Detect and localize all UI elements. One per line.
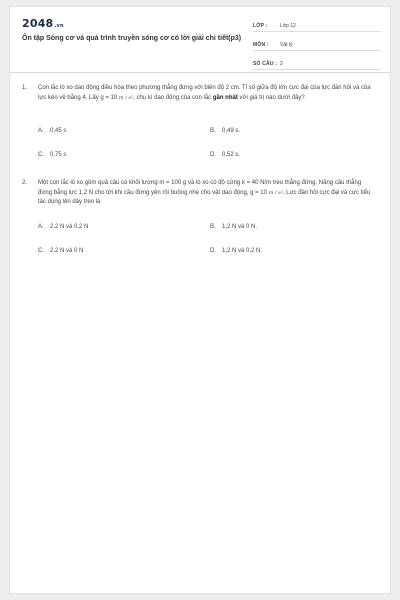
question-number: 2. [22,180,28,186]
option-letter: D. [210,152,216,158]
option-letter: B. [210,128,216,134]
option-d[interactable] [210,248,380,258]
question-text-part: Một con lắc lò xo gồm quả cầu có khối lượng m = 100 g và lò xo có độ cứng k = 40 N/m treo thẳng đứng. Nâng cầu thẳng đứng bằng lực 1,2 N cho tới khi cầu đứng yên rồi buông nhẹ cho vật dao động, g = 10 [38,180,362,196]
option-text: 2,2 N và 0 N [50,248,84,254]
option-a[interactable] [38,224,208,234]
site-logo[interactable] [22,17,64,30]
question-text-part: Con lắc lò xo dao động điều hòa theo phương thẳng đứng với biên độ 2 cm. Tỉ số giữa độ lớn cực đại của lực đàn hồi và của lực kéo về bằng 4. Lấy g = 10 [38,85,371,101]
question-1 [22,84,382,103]
meta-value: Vật lý [280,42,293,48]
option-d[interactable] [210,152,380,162]
option-text: 0,75 s [50,152,67,158]
option-a[interactable] [38,128,208,138]
option-b[interactable] [210,224,380,234]
option-c[interactable] [38,248,208,258]
question-text-part: . Lực đàn hồi cực đại và cực tiểu tác dụng lên dây treo là [38,189,371,206]
meta-key: MÔN : [253,42,269,48]
option-text: 1,2 N và 0,2 N. [222,248,263,254]
meta-row-count [253,54,381,70]
option-letter: D. [210,248,216,254]
document-title: Ôn tập Sóng cơ và quá trình truyền sóng cơ có lời giải chi tiết(p3) [22,35,242,42]
option-text: 1,2 N và 0 N. [222,224,258,230]
meta-value: 2 [280,61,283,67]
unit-formula: m / s² [118,94,134,101]
option-text: 0,49 s. [222,128,241,134]
meta-key: SỐ CÂU : [253,61,278,67]
question-text [38,179,376,208]
logo-suffix: .vn [54,23,64,29]
unit-formula: m / s² [268,189,283,196]
option-text: 2,2 N và 0,2 N [50,224,89,230]
option-letter: A. [38,128,44,134]
meta-key: LỚP : [253,23,268,29]
option-letter: C. [38,152,44,158]
question-text-part: với giá trị nào dưới đây? [239,94,305,101]
option-c[interactable] [38,152,208,162]
question-number: 1. [22,85,28,91]
document-header [10,7,390,73]
option-letter: C. [38,248,44,254]
document-meta [253,16,381,73]
question-emphasis: gần nhất [212,94,238,101]
meta-row-class [253,16,381,32]
question-2 [22,179,382,208]
option-text: 0,52 s. [222,152,241,158]
question-text-part: , chu kì dao động của con lắc [133,94,212,101]
question-text [38,84,376,103]
option-b[interactable] [210,128,380,138]
meta-row-subject [253,35,381,51]
meta-value: Lớp 12 [280,23,296,29]
logo-text: 2048 [22,17,54,30]
option-letter: A. [38,224,44,230]
option-text: 0,45 s [50,128,67,134]
option-letter: B. [210,224,216,230]
document-page [9,6,391,594]
